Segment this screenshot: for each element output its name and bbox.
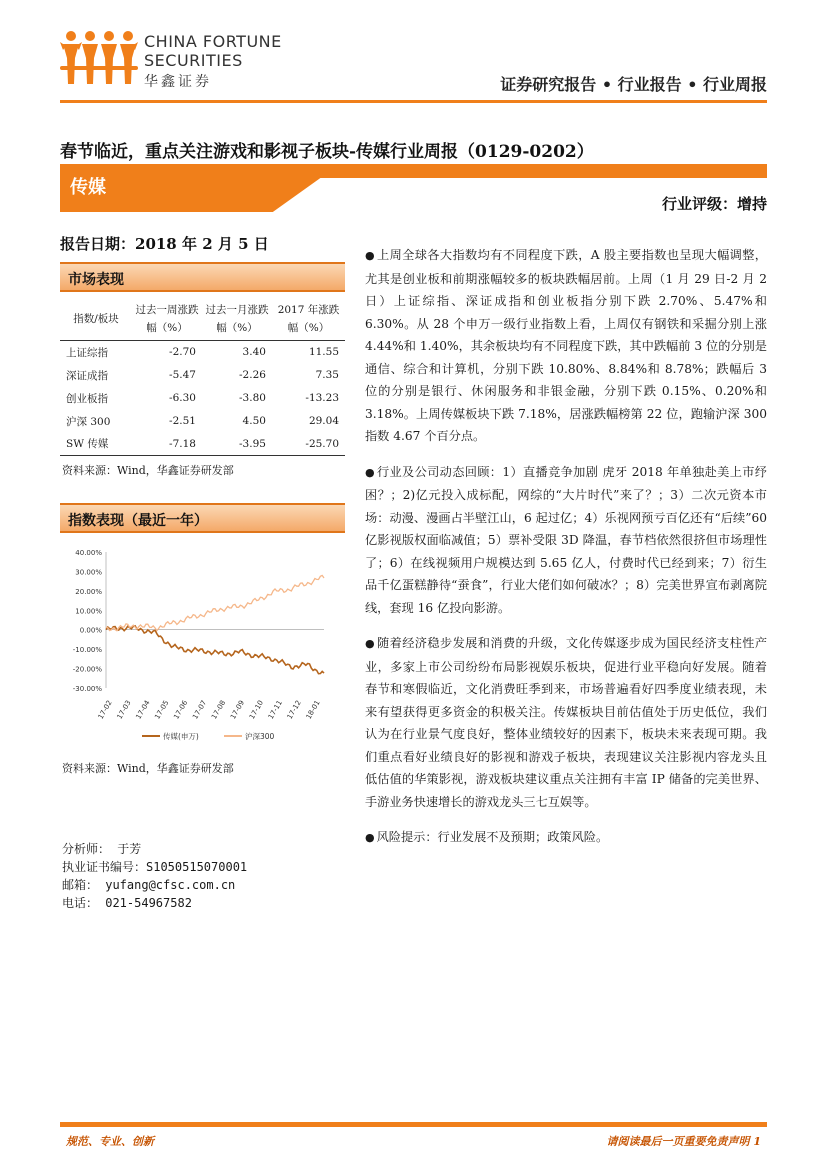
y-tick-label: 40.00% [75,549,102,557]
body-paragraph: ● 风险提示：行业发展不及预期；政策风险。 [365,830,609,844]
analyst-email: 邮箱： yufang@cfsc.com.cn [62,878,236,892]
market-source: 资料来源：Wind，华鑫证券研发部 [62,464,234,477]
chart-source: 资料来源：Wind，华鑫证券研发部 [62,762,234,775]
table-row [60,410,345,433]
table-header-cell: 指数/板块 [60,298,132,341]
body-paragraph: ● 随着经济稳步发展和消费的升级，文化传媒逐步成为国民经济支柱性产业，多家上市公司纷纷布局影视娱乐板块，促进行业平稳向好发展。随着春节和寒假临近，文化消费旺季到来，市场普遍看好四季度业绩表现，未来有望获得更多资金的积极关注。传媒板块目前估值处于历史低位，我们认为在行业景气度良好，整体业绩较好的因素下，板块未来表现可期。我们重点看好业绩良好的影视和游戏子板块，表现建议关注影视内容龙头且低估值的华策影视，游戏板块建议重点关注拥有丰富 IP 储备的完美世界、手游业务快速增长的游戏龙头三七互娱等。 [365,636,768,809]
x-tick-label: 17-04 [134,699,152,721]
series-line-1 [106,575,324,630]
bullet-icon: ● [365,465,375,479]
legend-label: 沪深300 [245,732,275,741]
logo-text-cn: 华鑫证券 [144,74,212,90]
sector-name: 传媒 [70,177,106,198]
x-tick-label: 17-07 [191,699,209,721]
footer-slogan: 规范、专业、创新 [66,1135,154,1148]
market-heading [60,262,345,292]
y-tick-label: 0.00% [79,626,102,635]
y-tick-label: 30.00% [75,568,102,577]
logo-text-line1: CHINA FORTUNE [144,32,282,51]
table-header-cell: 过去一周涨跌幅（%） [132,298,202,341]
y-tick-label: 20.00% [75,587,102,596]
report-category: 证券研究报告 • 行业报告 • 行业周报 [500,75,767,94]
table-row [60,364,345,387]
table-header-row [60,298,345,341]
index-perf-heading [60,503,345,533]
x-tick-label: 17-10 [247,699,266,721]
table-cell: -25.70 [272,433,345,456]
table-cell: -2.51 [169,415,196,427]
report-title: 春节临近，重点关注游戏和影视子板块-传媒行业周报（0129-0202） [60,142,594,162]
body-paragraph: ● 行业及公司动态回顾：1）直播竞争加剧 虎牙 2018 年单独赴美上市纾困？；2)亿元投入成标配，网综的“大片时代”来了？；3）二次元资本市场：动漫、漫画占半壁江山，6 起过亿；4）乐视网预亏百亿还有“后续”60 亿影视版权面临减值；5）票补受限 3D 降温，春节档依然很挤但市场理性了；6）在线视频用户规模达到 5.65 亿人，付费时代已经到来；7）衍生品千亿蛋糕静待“蚕食”，行业大佬们如何破冰？；8）完美世界宣布剥离院线，套现 16 亿投向影游。 [365,464,767,615]
table-cell: -13.23 [305,392,339,404]
table-cell: -6.30 [169,392,196,404]
y-tick-label: -30.00% [72,685,102,693]
table-cell: -5.47 [169,369,196,381]
index-perf-heading-text: 指数表现（最近一年） [68,513,208,529]
industry-rating: 行业评级：增持 [661,195,767,213]
table-header-cell: 2017 年涨跌幅（%） [272,298,345,341]
table-cell: SW 传媒 [60,433,132,456]
table-cell: -7.18 [132,433,202,456]
report-date: 报告日期：2018 年 2 月 5 日 [60,235,269,253]
x-tick-label: 17-03 [115,699,133,721]
bullet-icon: ● [365,637,376,650]
body-paragraph: ● 上周全球各大指数均有不同程度下跌，A 股主要指数也呈现大幅调整，尤其是创业板和前期涨幅较多的板块跌幅居前。上周（1 月 29 日-2 月 2 日）上证综指、深证成指和创业板指分别下跌 2.70%、5.47%和 6.30%。从 28 个申万一级行业指数上看，上周仅有钢铁和采掘分别上涨 4.44%和 1.40%，其余板块均有不同程度下跌，其中跌幅前 3 位的分别是通信、综合和计算机，分别下跌 10.80%、8.84%和 8.78%；跌幅后 3 位的分别是银行、休闲服务和非银金融，分别下跌 0.15%、0.20%和 3.18%。上周传媒板块下跌 7.18%，居涨跌幅榜第 22 位，跑输沪深 300 指数 4.67 个百分点。 [365,248,767,443]
series-line-0 [106,626,324,674]
analyst-phone: 电话： 021-54967582 [62,896,192,910]
x-tick-label: 17-05 [153,699,171,721]
x-tick-label: 17-06 [172,699,190,721]
market-table [60,298,345,456]
y-tick-label: -20.00% [72,665,102,674]
table-cell: 29.04 [308,415,339,427]
table-cell: -3.80 [239,392,266,404]
table-header-cell: 过去一月涨跌幅（%） [202,298,272,341]
company-logo [60,28,300,92]
x-tick-label: 17-09 [228,699,247,721]
table-cell: -2.26 [239,369,266,381]
footer-disclaimer: 请阅读最后一页重要免责声明 1 [606,1135,761,1148]
table-cell: -3.95 [202,433,272,456]
report-body [365,244,767,863]
analyst-cert: 执业证书编号：S1050515070001 [62,860,248,874]
table-cell: 上证综指 [66,346,108,359]
bullet-icon: ● [365,249,375,262]
y-tick-label: 10.00% [75,607,102,616]
x-tick-label: 17-12 [285,699,303,721]
table-row [60,341,345,364]
table-row [60,387,345,410]
logo-figures-icon [60,28,140,86]
y-tick-label: -10.00% [72,646,102,655]
bullet-icon: ● [365,831,375,844]
market-heading-text: 市场表现 [68,272,124,288]
table-cell: -2.70 [169,346,196,359]
x-tick-label: 17-11 [266,699,284,721]
index-line-chart [62,540,345,745]
x-tick-label: 17-02 [96,699,114,721]
table-cell: 沪深 300 [66,415,111,428]
table-cell: 11.55 [308,346,339,359]
table-cell: 创业板指 [66,392,108,405]
x-tick-label: 18-01 [304,699,322,721]
header-divider [60,100,767,103]
logo-text-line2: SECURITIES [144,51,243,70]
table-cell: 7.35 [315,369,339,381]
table-cell: 4.50 [242,415,266,427]
table-cell: 深证成指 [66,369,108,382]
legend-label: 传媒(申万) [163,732,199,741]
x-tick-label: 17-08 [210,699,228,721]
analyst-name: 分析师： 于芳 [62,842,142,856]
table-cell: 3.40 [242,346,266,359]
table-row [60,433,345,456]
